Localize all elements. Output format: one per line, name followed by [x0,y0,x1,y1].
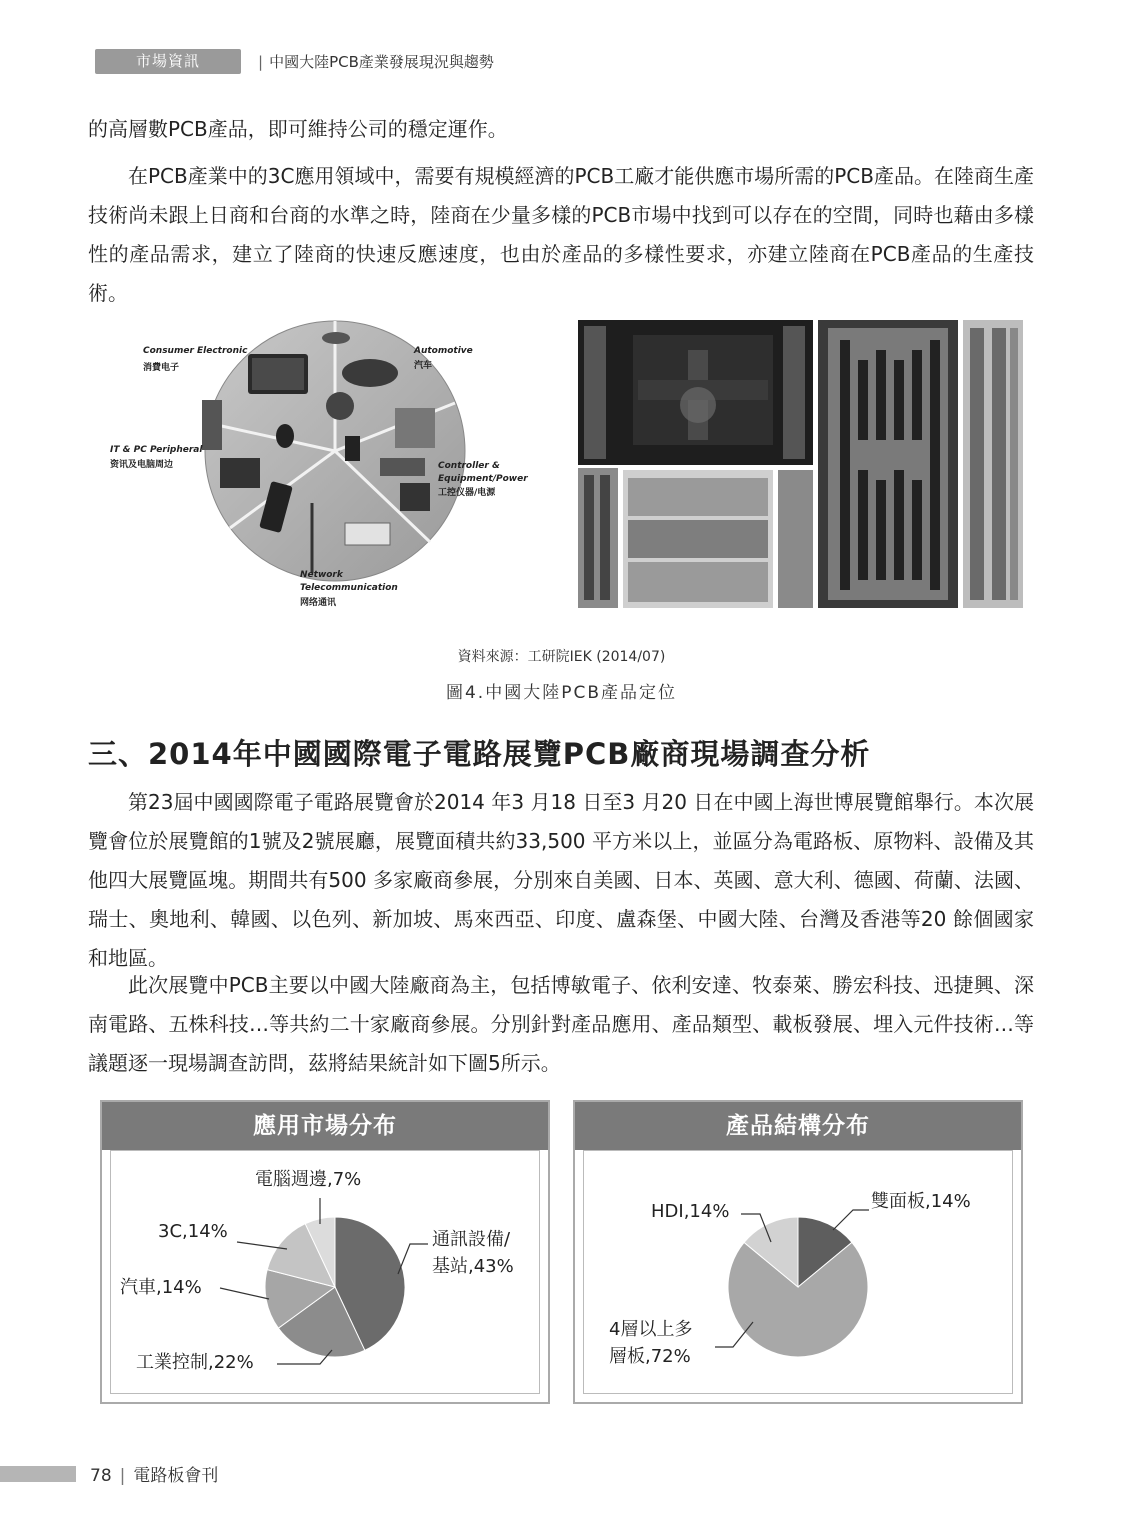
label-automotive-zh: 汽车 [414,361,433,371]
figure-source: 資料來源：工研院IEK (2014/07) [457,649,666,665]
product-pie [728,1217,868,1357]
page-number: 78 [90,1466,112,1486]
footer-separator: | [119,1466,126,1486]
pie-label-telecom-a: 通訊設備/ [432,1229,511,1250]
header-title: 中國大陸PCB產業發展現況與趨勢 [269,53,494,71]
pcb-photo-collage [578,320,1023,608]
application-market-chart [100,1100,550,1404]
pie-label-hdi: HDI,14% [651,1201,730,1222]
footer-bar [0,1466,76,1482]
label-it-en: IT & PC Peripheral [110,445,203,455]
paragraph-1: 的高層數PCB產品，即可維持公司的穩定運作。 [88,117,508,141]
paragraph-3: 第23屆中國國際電子電路展覽會於2014 年3 月18 日至3 月20 日在中國上海世博展覽館舉行。本次展覽會位於展覽館的1號及2號展廳，展覽面積共約33,500 平方米以上，並區分為電路板、原物料、設備及其他四大展覽區塊。期間共有500 多家廠商參展，分別來自美國、日本、英國、意大利、德國、荷蘭、法國、瑞士、奧地利、韓國、以色列、新加坡、馬來西亞、印度、盧森堡、中國大陸、台灣及香港等20 餘個國家和地區。 [88,790,1034,970]
header-separator: | [258,53,264,71]
paragraph-4: 此次展覽中PCB主要以中國大陸廠商為主，包括博敏電子、依利安達、牧泰萊、勝宏科技、迅捷興、深南電路、五株科技…等共約二十家廠商參展。分別針對產品應用、產品類型、載板發展、埋入元件技術…等議題逐一現場調查訪問，茲將結果統計如下圖5所示。 [88,973,1034,1075]
pie-label-multilayer-b: 層板,72% [609,1346,691,1367]
label-network-en: Network [300,570,343,580]
running-header [258,50,494,74]
label-automotive-en: Automotive [414,346,473,356]
chart-title: 產品結構分布 [575,1102,1021,1150]
product-structure-chart [573,1100,1023,1404]
pie-label-telecom-b: 基站,43% [432,1256,514,1277]
router-icon [345,523,390,545]
label-controller-en: Controller & [438,461,500,471]
pc-tower-icon [202,400,222,450]
label-network-zh: 网络通讯 [300,598,337,608]
journal-name: 電路板會刊 [133,1466,219,1486]
device-icon [345,436,360,461]
chart-title: 應用市場分布 [102,1102,548,1150]
pcb-application-wheel [100,318,550,618]
mouse-icon [276,424,294,448]
pie-label-double-sided: 雙面板,14% [871,1191,971,1212]
leader-line [220,1288,269,1299]
paragraph-2: 在PCB產業中的3C應用領域中，需要有規模經濟的PCB工廠才能供應市場所需的PCB產品。在陸商生產技術尚未跟上日商和台商的水準之時，陸商在少量多樣的PCB市場中找到可以存在的空間，同時也藉由多樣性的產品需求，建立了陸商的快速反應速度，也由於產品的多樣性要求，亦建立陸商在PCB產品的生產技術。 [88,164,1034,305]
label-controller-zh: 工控仪器/电源 [438,488,496,498]
equipment-icon [395,408,435,448]
pie-label-automotive: 汽車,14% [120,1277,202,1298]
section-heading: 三、2014年中國國際電子電路展覽PCB廠商現場調查分析 [88,737,871,771]
pie-label-multilayer-a: 4層以上多 [609,1319,693,1340]
monitor-icon [220,458,260,488]
label-controller-en2: Equipment/Power [438,474,528,484]
car-icon [342,359,398,387]
figure-caption: 圖4.中國大陸PCB產品定位 [445,683,677,703]
pie-label-3c: 3C,14% [158,1221,228,1242]
pie-label-industrial-control: 工業控制,22% [136,1352,254,1373]
engine-icon [326,392,354,420]
leader-line [833,1210,869,1230]
section-tag: 市場資訊 [95,49,241,74]
page-footer [90,1461,218,1486]
label-network-en2: Telecommunication [300,583,398,593]
application-pie [265,1217,405,1357]
label-it-zh: 资讯及电脑周边 [110,460,174,470]
label-consumer-zh: 消費电子 [143,363,180,373]
label-consumer-en: Consumer Electronic [143,346,248,356]
pie-label-computer-peripheral: 電腦週邊,7% [255,1169,362,1190]
